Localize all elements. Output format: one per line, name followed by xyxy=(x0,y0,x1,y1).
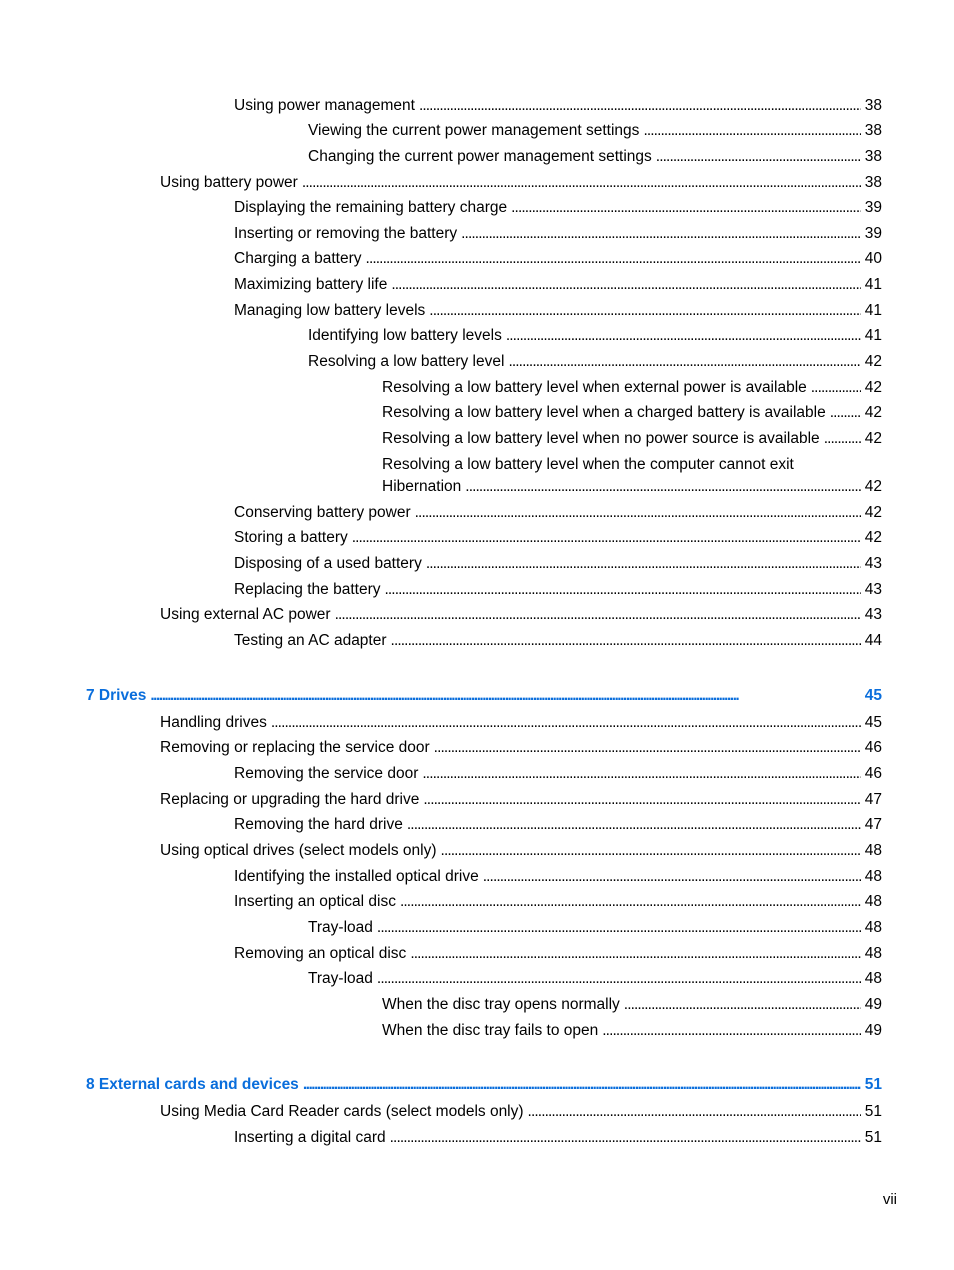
toc-entry-page: 51 xyxy=(864,1129,882,1146)
dot-leader xyxy=(271,713,861,733)
dot-leader xyxy=(461,224,861,244)
toc-entry-title: Identifying the installed optical drive xyxy=(234,868,479,885)
toc-entry-page: 43 xyxy=(864,606,882,623)
dot-leader xyxy=(384,580,860,600)
toc-entry-title: Using external AC power xyxy=(160,606,331,623)
toc-entry[interactable] xyxy=(0,631,954,651)
toc-entry-page: 43 xyxy=(864,581,882,598)
toc-entry-page: 42 xyxy=(864,529,882,546)
toc-entry-title: Testing an AC adapter xyxy=(234,632,387,649)
dot-leader xyxy=(391,631,861,651)
toc-entry-title: Using power management xyxy=(234,97,415,114)
toc-entry[interactable] xyxy=(0,173,954,193)
toc-entry[interactable] xyxy=(0,1021,954,1041)
dot-leader xyxy=(422,764,860,784)
toc-entry-page: 46 xyxy=(864,739,882,756)
toc-entry[interactable] xyxy=(0,121,954,141)
toc-entry-page: 51 xyxy=(864,1076,882,1093)
toc-entry-page: 38 xyxy=(864,122,882,139)
toc-entry-title: Charging a battery xyxy=(234,250,362,267)
toc-entry-page: 41 xyxy=(864,302,882,319)
toc-entry-page: 48 xyxy=(864,945,882,962)
toc-entry-page: 49 xyxy=(864,996,882,1013)
toc-entry-title: Managing low battery levels xyxy=(234,302,426,319)
dot-leader xyxy=(434,738,861,758)
toc-entry[interactable] xyxy=(0,605,954,625)
dot-leader xyxy=(335,605,861,625)
toc-entry[interactable] xyxy=(0,198,954,218)
dot-leader xyxy=(465,477,860,497)
toc-entry-page: 40 xyxy=(864,250,882,267)
toc-entry-page: 48 xyxy=(864,842,882,859)
toc-entry-title: Resolving a low battery level xyxy=(308,353,505,370)
toc-entry-page: 42 xyxy=(864,478,882,495)
toc-entry-title: Identifying low battery levels xyxy=(308,327,502,344)
toc-entry-title: Resolving a low battery level when a charged battery is available xyxy=(382,404,826,421)
dot-leader xyxy=(429,301,860,321)
toc-entry-page: 42 xyxy=(864,430,882,447)
toc-chapter-entry[interactable] xyxy=(0,1075,954,1095)
toc-entry-page: 48 xyxy=(864,868,882,885)
toc-entry[interactable] xyxy=(0,147,954,167)
toc-entry[interactable] xyxy=(0,503,954,523)
toc-entry-title: Handling drives xyxy=(160,714,267,731)
toc-entry-title: Removing the service door xyxy=(234,765,419,782)
toc-entry[interactable] xyxy=(0,841,954,861)
dot-leader xyxy=(366,249,861,269)
toc-chapter-entry[interactable] xyxy=(0,686,954,706)
toc-entry[interactable] xyxy=(0,429,954,449)
toc-entry-page: 39 xyxy=(864,199,882,216)
toc-entry[interactable] xyxy=(0,995,954,1015)
toc-entry-title: Removing or replacing the service door xyxy=(160,739,430,756)
toc-entry-page: 48 xyxy=(864,970,882,987)
dot-leader xyxy=(303,1075,861,1095)
toc-entry-title: Inserting or removing the battery xyxy=(234,225,458,242)
toc-entry[interactable] xyxy=(0,249,954,269)
toc-entry-page: 42 xyxy=(864,379,882,396)
toc-entry-page: 48 xyxy=(864,893,882,910)
dot-leader xyxy=(426,554,861,574)
dot-leader xyxy=(624,995,861,1015)
page-number: vii xyxy=(882,1191,897,1208)
toc-entry-title: Using Media Card Reader cards (select models only) xyxy=(160,1103,524,1120)
toc-entry-page: 42 xyxy=(864,404,882,421)
toc-entry[interactable] xyxy=(0,403,954,423)
toc-entry-title: Using battery power xyxy=(160,174,298,191)
toc-entry[interactable] xyxy=(0,790,954,810)
toc-entry[interactable] xyxy=(0,713,954,733)
dot-leader xyxy=(511,198,861,218)
dot-leader xyxy=(830,403,861,423)
toc-entry-title: Storing a battery xyxy=(234,529,348,546)
toc-entry-title: Inserting a digital card xyxy=(234,1129,386,1146)
toc-entry[interactable] xyxy=(0,892,954,912)
dot-leader xyxy=(528,1102,861,1122)
dot-leader xyxy=(391,275,860,295)
toc-entry-title: Conserving battery power xyxy=(234,504,411,521)
toc-entry-title: Viewing the current power management settings xyxy=(308,122,640,139)
toc-entry-title: Using optical drives (select models only) xyxy=(160,842,437,859)
toc-entry-page: 38 xyxy=(864,148,882,165)
toc-entry[interactable] xyxy=(0,918,954,938)
toc-entry-title: Maximizing battery life xyxy=(234,276,388,293)
toc-entry-title: Resolving a low battery level when no power source is available xyxy=(382,430,820,447)
dot-leader xyxy=(415,503,861,523)
dot-leader xyxy=(352,528,861,548)
dot-leader xyxy=(410,944,860,964)
toc-entry-title: When the disc tray opens normally xyxy=(382,996,620,1013)
toc-entry[interactable] xyxy=(0,96,954,116)
toc-entry-page: 38 xyxy=(864,97,882,114)
toc-entry[interactable] xyxy=(0,738,954,758)
toc-entry-title: 8 External cards and devices xyxy=(86,1076,299,1093)
toc-entry[interactable] xyxy=(0,326,954,346)
toc-entry[interactable] xyxy=(0,456,954,497)
toc-entry-page: 45 xyxy=(864,714,882,731)
dot-leader xyxy=(508,352,860,372)
toc-entry-page: 43 xyxy=(864,555,882,572)
dot-leader xyxy=(811,378,861,398)
toc-entry[interactable] xyxy=(0,815,954,835)
dot-leader xyxy=(441,841,861,861)
toc-entry-title: Resolving a low battery level when external power is available xyxy=(382,379,807,396)
toc-entry[interactable] xyxy=(0,528,954,548)
toc-entry-title: Tray-load xyxy=(308,970,373,987)
toc-entry-title: Replacing the battery xyxy=(234,581,381,598)
toc-entry[interactable] xyxy=(0,944,954,964)
toc-entry-title: Tray-load xyxy=(308,919,373,936)
toc-entry-title: Disposing of a used battery xyxy=(234,555,422,572)
toc-entry[interactable] xyxy=(0,301,954,321)
dot-leader xyxy=(150,686,860,706)
toc-entry[interactable] xyxy=(0,867,954,887)
toc-entry-page: 44 xyxy=(864,632,882,649)
dot-leader xyxy=(602,1021,860,1041)
toc-entry-title: Displaying the remaining battery charge xyxy=(234,199,508,216)
toc-entry-title: Inserting an optical disc xyxy=(234,893,396,910)
toc-entry-page: 42 xyxy=(864,504,882,521)
toc-entry[interactable] xyxy=(0,275,954,295)
toc-entry-title: Replacing or upgrading the hard drive xyxy=(160,791,420,808)
toc-entry-page: 42 xyxy=(864,353,882,370)
toc-entry-title: Changing the current power management settings xyxy=(308,148,652,165)
toc-entry-title: Removing an optical disc xyxy=(234,945,407,962)
toc-entry[interactable] xyxy=(0,1102,954,1122)
dot-leader xyxy=(400,892,861,912)
toc-entry[interactable] xyxy=(0,969,954,989)
toc-entry-page: 39 xyxy=(864,225,882,242)
toc-entry-page: 41 xyxy=(864,276,882,293)
toc-entry[interactable] xyxy=(0,352,954,372)
dot-leader xyxy=(643,121,860,141)
dot-leader xyxy=(377,918,861,938)
toc-entry-title: When the disc tray fails to open xyxy=(382,1022,599,1039)
toc-entry-title-line: Resolving a low battery level when the computer cannot exit xyxy=(382,456,794,473)
toc-entry-page: 41 xyxy=(864,327,882,344)
dot-leader xyxy=(824,429,861,449)
toc-entry[interactable] xyxy=(0,580,954,600)
toc-entry-page: 51 xyxy=(864,1103,882,1120)
dot-leader xyxy=(390,1128,861,1148)
dot-leader xyxy=(423,790,860,810)
toc-entry-page: 47 xyxy=(864,791,882,808)
dot-leader xyxy=(407,815,861,835)
toc-entry[interactable] xyxy=(0,378,954,398)
toc-entry[interactable] xyxy=(0,764,954,784)
toc-entry-page: 46 xyxy=(864,765,882,782)
toc-entry-page: 38 xyxy=(864,174,882,191)
toc-entry[interactable] xyxy=(0,1128,954,1148)
toc-entry-page: 45 xyxy=(864,687,882,704)
dot-leader xyxy=(656,147,861,167)
toc-entry-page: 48 xyxy=(864,919,882,936)
dot-leader xyxy=(506,326,861,346)
toc-entry[interactable] xyxy=(0,224,954,244)
dot-leader xyxy=(419,96,861,116)
toc-entry-page: 47 xyxy=(864,816,882,833)
dot-leader xyxy=(483,867,861,887)
dot-leader xyxy=(377,969,861,989)
toc-entry-title: Removing the hard drive xyxy=(234,816,403,833)
dot-leader xyxy=(302,173,861,193)
toc-entry-page: 49 xyxy=(864,1022,882,1039)
toc-entry-title: Hibernation xyxy=(382,478,462,495)
toc-entry[interactable] xyxy=(0,554,954,574)
toc-entry-title: 7 Drives xyxy=(86,687,147,704)
